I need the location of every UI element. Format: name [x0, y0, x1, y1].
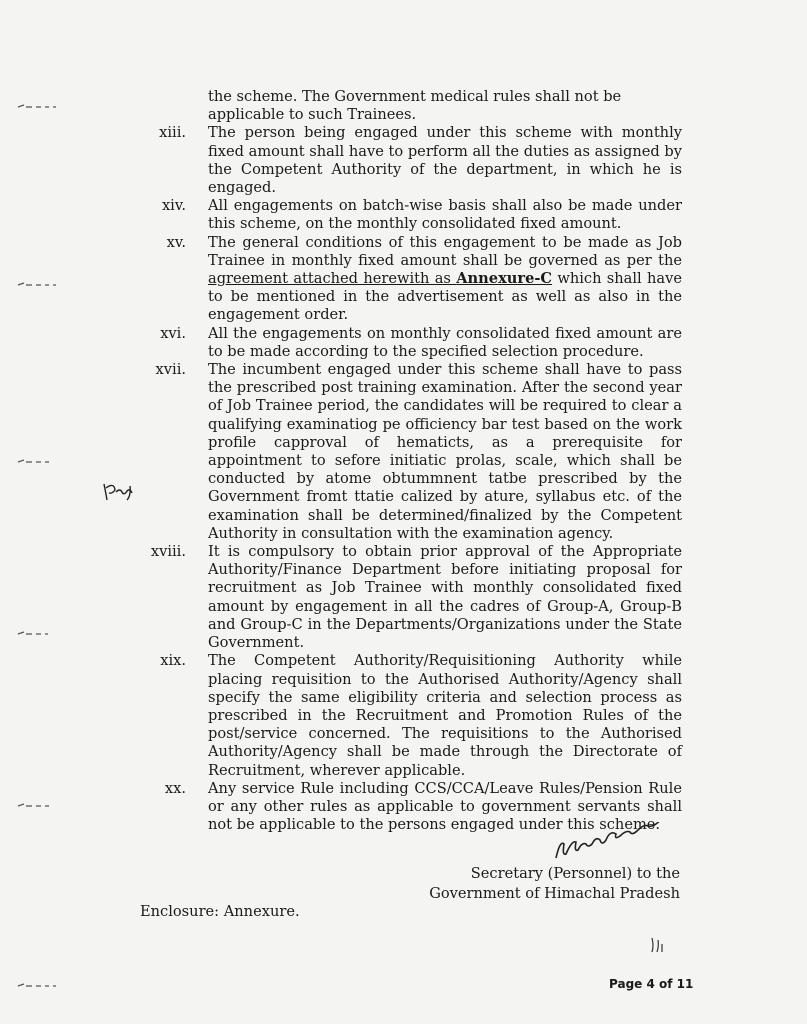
clause-text: It is compulsory to obtain prior approval of the Appropriate Authority/Finance Department before initiating proposal for recruitment as Job Trainee with monthly consolidated fixed amount by engagement in all the cadres of Group-A, Group-B and Group-C in the Departments/Organizations under the State Government.: [208, 543, 682, 652]
signature-government: Government of Himachal Pradesh: [429, 885, 680, 902]
clause-text: The Competent Authority/Requisitioning Authority while placing requisition to the Authorised Authority/Agency shall specify the same eligibility criteria and selection process as prescribed in the Recruitment and Promotion Rules of the post/service concerned. The requisitions to the Authorised Authority/Agency shall be made through the Directorate of Recruitment, wherever applicable.: [208, 652, 682, 779]
clause-number: xiv.: [161, 197, 186, 215]
clause-text-part: which shall have to be mentioned in the advertisement as well as also in the engagement order.: [208, 270, 683, 324]
clause-number: xiii.: [159, 124, 186, 142]
clause-text-part: The general conditions of this engagement to be made as Job Trainee in monthly fixed amount shall be governed as per the: [208, 233, 682, 269]
annexure-c-label: Annexure-C: [456, 270, 553, 288]
intro-line: applicable to such Trainees.: [208, 106, 417, 124]
clause-text: The person being engaged under this scheme with monthly fixed amount shall have to perform all the duties as assigned by the Competent Authority of the department, in which he is engaged.: [208, 124, 682, 197]
clause-text: All engagements on batch-wise basis shall also be made under this scheme, on the monthly consolidated fixed amount.: [208, 197, 682, 233]
clause-xv: [150, 234, 682, 325]
margin-mark: [16, 104, 72, 108]
clause-text: [208, 234, 682, 325]
clause-text: All the engagements on monthly consolidated fixed amount are to be made according to the specified selection procedure.: [208, 324, 682, 360]
clause-text: The incumbent engaged under this scheme shall have to pass the prescribed post training examination. After the second year of Job Trainee period, the candidates will be required to clear a qualifying examinatiog pe officiency bar test based on the work profile capproval of hematicts, as a prerequisite for appointment to sefore initiatic prolas, scale, which shall be conducted by atome obtummnent tatbe prescribed by the Government fromt ttatie calized by ature, syllabus etc. of the examination shall be determined/finalized by the Competent Authority in consultation with the examination agency.: [208, 361, 682, 542]
clause-list: [150, 88, 682, 834]
clause-number: xx.: [164, 779, 186, 797]
signature-block: [420, 864, 680, 904]
clause-xix: [150, 652, 682, 779]
margin-mark: [16, 631, 72, 635]
enclosure-line: Enclosure: Annexure.: [140, 903, 300, 920]
margin-mark: [16, 282, 72, 286]
clause-xiv: [150, 197, 682, 233]
margin-mark: [16, 983, 72, 987]
clause-xvii: [150, 361, 682, 543]
clause-xvi: [150, 325, 682, 361]
handwritten-signature: [552, 822, 692, 870]
signature-title: Secretary (Personnel) to the: [470, 865, 680, 882]
clause-xviii: [150, 543, 682, 652]
margin-mark: [16, 459, 72, 463]
clause-number: xvii.: [155, 361, 186, 379]
clause-xiii: [150, 124, 682, 197]
page-number: Page 4 of 11: [609, 977, 694, 991]
intro-line: the scheme. The Government medical rules shall not be: [208, 88, 622, 105]
margin-mark: [16, 803, 72, 807]
clause-number: xviii.: [150, 543, 186, 561]
handwritten-mark: [648, 934, 668, 960]
clause-number: xv.: [166, 233, 186, 251]
clause-number: xvi.: [160, 324, 186, 342]
annexure-reference: agreement attached herewith as: [208, 270, 457, 288]
clause-number: xix.: [160, 652, 186, 670]
clause-text: Any service Rule including CCS/CCA/Leave Rules/Pension Rule or any other rules as applicable to government servants shall not be applicable to the persons engaged under this scheme.: [208, 779, 682, 834]
